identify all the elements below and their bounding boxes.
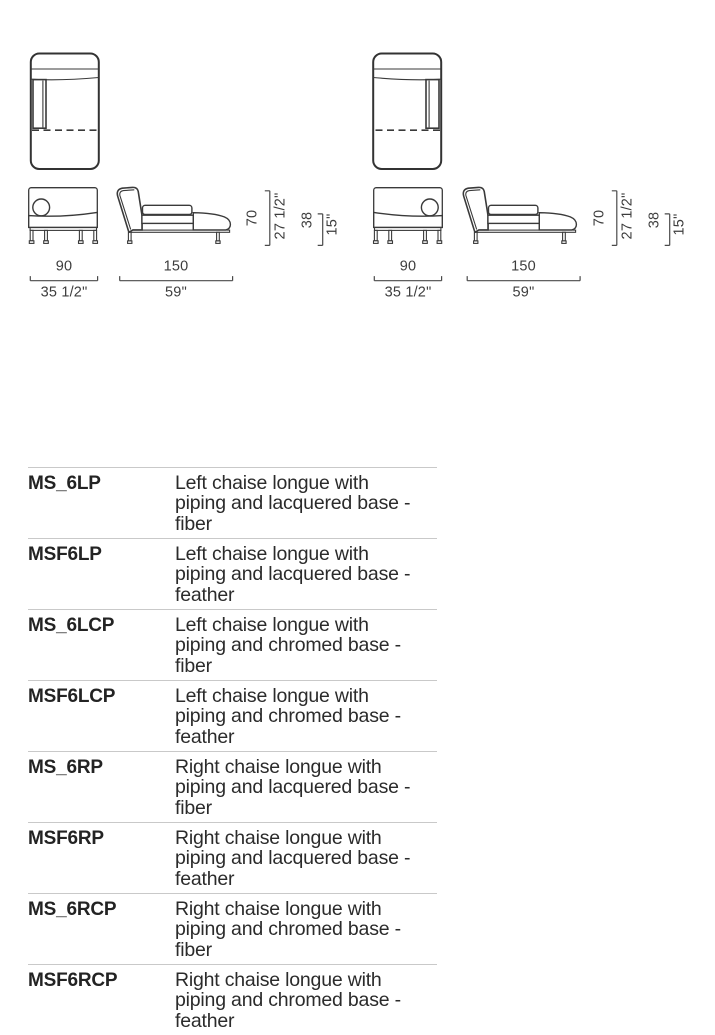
height-in-label: 27 1/2" xyxy=(273,193,289,240)
table-row xyxy=(28,680,437,751)
seat-height-cm-label: 38 xyxy=(300,212,316,229)
table-row xyxy=(28,467,437,538)
right-top-view-drawing xyxy=(373,54,441,170)
product-code: MSF6LCP xyxy=(28,686,175,752)
table-row xyxy=(28,609,437,680)
depth-in-label: 59" xyxy=(165,285,187,301)
product-code: MSF6RCP xyxy=(28,970,175,1035)
width-in-label: 35 1/2" xyxy=(41,285,88,301)
product-description: Right chaise longue with piping and chromed base - feather xyxy=(175,970,420,1035)
product-code: MS_6LP xyxy=(28,473,175,539)
product-code: MS_6RCP xyxy=(28,899,175,965)
product-code: MS_6LCP xyxy=(28,615,175,681)
seat-height-dim-line xyxy=(318,214,323,246)
right-width-dimension xyxy=(374,259,441,301)
depth-cm-label: 150 xyxy=(164,259,189,275)
right-chaise-drawings xyxy=(373,54,687,301)
product-code: MSF6RP xyxy=(28,828,175,894)
right-height-dimension xyxy=(592,191,688,246)
left-top-view-drawing xyxy=(31,54,99,170)
right-side-view-drawing xyxy=(463,187,576,243)
product-description: Right chaise longue with piping and lacquered base - feather xyxy=(175,828,420,894)
seat-height-in-label: 15" xyxy=(672,214,688,236)
height-cm-label: 70 xyxy=(245,210,261,227)
table-row xyxy=(28,893,437,964)
left-depth-dimension xyxy=(120,259,233,301)
product-code: MS_6RP xyxy=(28,757,175,823)
table-row xyxy=(28,751,437,822)
product-code: MSF6LP xyxy=(28,544,175,610)
depth-dim-line xyxy=(467,276,580,281)
product-description: Left chaise longue with piping and chromed base - fiber xyxy=(175,615,420,681)
width-cm-label: 90 xyxy=(400,259,417,275)
product-description: Left chaise longue with piping and lacquered base - feather xyxy=(175,544,420,610)
left-width-dimension xyxy=(30,259,97,301)
product-code-table xyxy=(28,467,437,1035)
left-chaise-drawings xyxy=(29,54,341,301)
product-description: Left chaise longue with piping and lacquered base - fiber xyxy=(175,473,420,539)
right-front-view-drawing xyxy=(374,188,443,244)
width-cm-label: 90 xyxy=(56,259,73,275)
left-front-view-drawing xyxy=(29,188,98,244)
table-row xyxy=(28,964,437,1035)
seat-height-dim-line xyxy=(665,214,670,246)
seat-height-in-label: 15" xyxy=(325,214,341,236)
width-dim-line xyxy=(374,276,441,281)
left-side-view-drawing xyxy=(117,187,230,243)
depth-cm-label: 150 xyxy=(511,259,536,275)
product-description: Left chaise longue with piping and chromed base - feather xyxy=(175,686,420,752)
depth-dim-line xyxy=(120,276,233,281)
height-dim-line xyxy=(265,191,270,246)
height-in-label: 27 1/2" xyxy=(620,193,636,240)
table-row xyxy=(28,822,437,893)
product-description: Right chaise longue with piping and lacquered base - fiber xyxy=(175,757,420,823)
width-dim-line xyxy=(30,276,97,281)
seat-height-cm-label: 38 xyxy=(647,212,663,229)
height-dim-line xyxy=(612,191,617,246)
technical-drawings xyxy=(0,0,715,320)
product-description: Right chaise longue with piping and chromed base - fiber xyxy=(175,899,420,965)
width-in-label: 35 1/2" xyxy=(385,285,432,301)
table-row xyxy=(28,538,437,609)
height-cm-label: 70 xyxy=(592,210,608,227)
right-depth-dimension xyxy=(467,259,580,301)
depth-in-label: 59" xyxy=(513,285,535,301)
left-height-dimension xyxy=(245,191,341,246)
